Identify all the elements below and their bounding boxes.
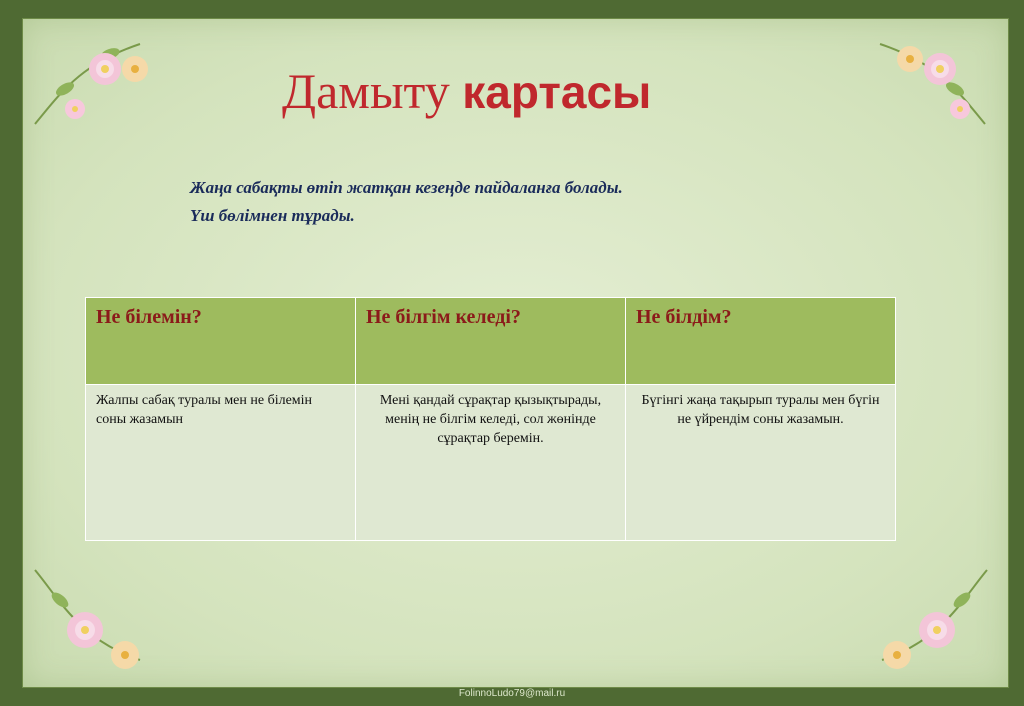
title-part1: Дамыту <box>282 63 450 119</box>
header-learned: Не білдім? <box>626 298 896 385</box>
table-row <box>86 385 896 541</box>
subtitle-line2: Үш бөлімнен тұрады. <box>190 206 355 225</box>
cell-learned: Бүгінгі жаңа тақырып туралы мен бүгін не үйрендім соны жазамын. <box>626 385 896 541</box>
table-header-row <box>86 298 896 385</box>
flower-cluster-top-right <box>870 24 990 134</box>
flower-cluster-bottom-left <box>30 560 150 680</box>
flower-cluster-top-left <box>30 24 150 134</box>
cell-want-to-know: Мені қандай сұрақтар қызықтырады, менің не білгім келеді, сол жөнінде сұрақтар беремін. <box>356 385 626 541</box>
flower-cluster-bottom-right <box>872 560 992 680</box>
kwl-table <box>85 297 896 541</box>
subtitle-line1: Жаңа сабақты өтіп жатқан кезеңде пайдаланға болады. <box>190 178 623 197</box>
header-know: Не білемін? <box>86 298 356 385</box>
cell-know: Жалпы сабақ туралы мен не білемін соны жазамын <box>86 385 356 541</box>
subtitle <box>190 174 623 230</box>
footer-watermark: FolinnoLudo79@mail.ru <box>458 688 566 699</box>
title-part2: картасы <box>462 66 652 118</box>
page-title <box>282 62 651 120</box>
header-want-to-know: Не білгім келеді? <box>356 298 626 385</box>
